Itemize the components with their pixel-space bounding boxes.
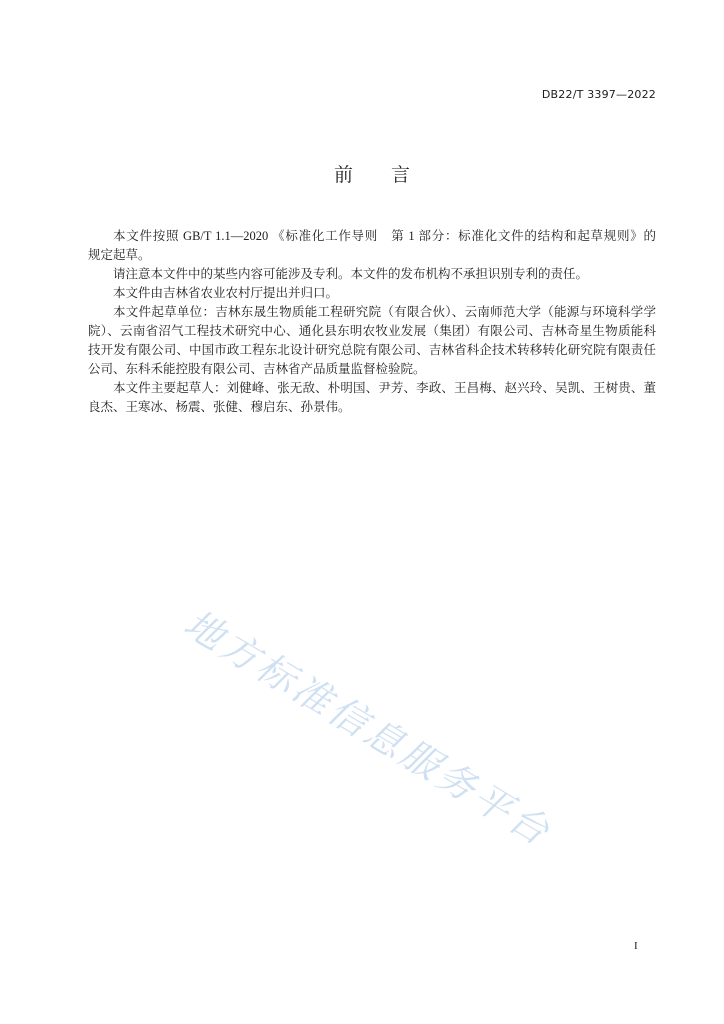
paragraph-patent-notice xyxy=(88,265,656,284)
paragraph-drafting-units xyxy=(88,303,656,379)
paragraph-line: 本文件按照 GB/T 1.1—2020 《标准化工作导则 第 1 部分：标准化文件的结构和起草规则》的 xyxy=(113,229,656,243)
foreword-body xyxy=(88,227,656,417)
paragraph-line: 技开发有限公司、中国市政工程东北设计研究总院有限公司、吉林省科企技术转移转化研究院有限责任 xyxy=(88,343,656,357)
paragraph-line: 公司、东科禾能控股有限公司、吉林省产品质量监督检验院。 xyxy=(88,362,426,376)
paragraph-line: 请注意本文件中的某些内容可能涉及专利。本文件的发布机构不承担识别专利的责任。 xyxy=(113,267,589,281)
watermark: 地方标准信息服务平台 xyxy=(176,601,560,856)
paragraph-drafters xyxy=(88,379,656,417)
paragraph-line: 本文件主要起草人：刘健峰、张无敌、朴明国、尹芳、李政、王昌梅、赵兴玲、吴凯、王树贵、董 xyxy=(113,381,656,395)
paragraph-line: 良杰、王寒冰、杨震、张健、穆启东、孙景伟。 xyxy=(88,400,351,414)
page-number: I xyxy=(634,940,638,952)
paragraph-line: 本文件起草单位：吉林东晟生物质能工程研究院（有限合伙）、云南师范大学（能源与环境科学学 xyxy=(113,305,656,319)
paragraph-line: 规定起草。 xyxy=(88,248,151,262)
paragraph-drafting-rules xyxy=(88,227,656,265)
paragraph-line: 院）、云南省沼气工程技术研究中心、通化县东明农牧业发展（集团）有限公司、吉林奇星生物质能科 xyxy=(88,324,656,338)
paragraph-line: 本文件由吉林省农业农村厅提出并归口。 xyxy=(113,286,339,300)
paragraph-proposer xyxy=(88,284,656,303)
page-title: 前 言 xyxy=(333,164,410,186)
document-code-header: DB22/T 3397—2022 xyxy=(541,88,656,101)
